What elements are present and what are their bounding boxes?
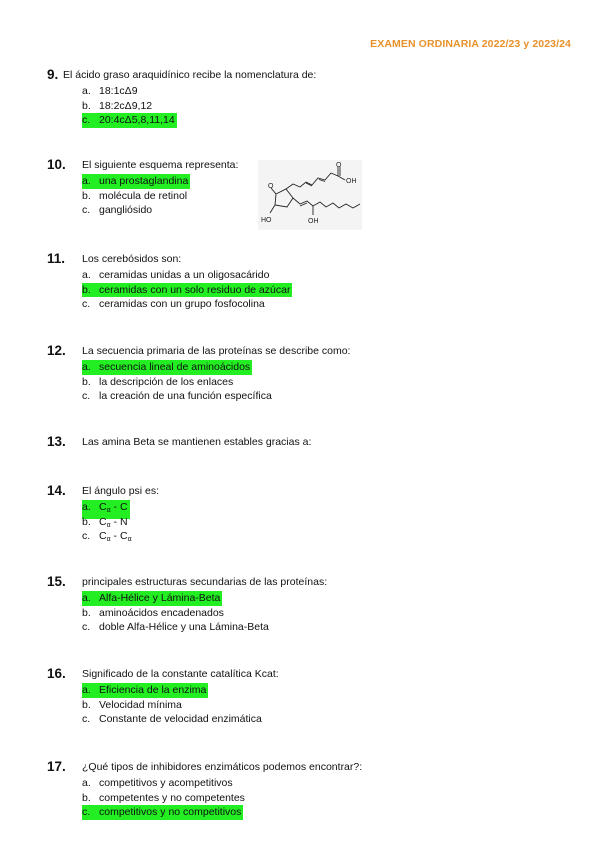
- option-b-correct: b. ceramidas con un solo residuo de azúcar: [82, 283, 291, 296]
- question-text: El ángulo psi es:: [82, 485, 160, 497]
- option-a-correct: a. una prostaglandina: [82, 175, 189, 187]
- question-text: La secuencia primaria de las proteínas se describe como:: [82, 345, 351, 357]
- option-a-correct: a. Eficiencia de la enzima: [82, 684, 207, 696]
- options-list: [82, 268, 292, 312]
- acid-o-label: O: [336, 162, 342, 169]
- option-c: c. Constante de velocidad enzimática: [82, 713, 262, 726]
- ho-label: HO: [261, 217, 272, 224]
- question-text: principales estructuras secundarias de las proteínas:: [82, 576, 328, 588]
- question-number: 10.: [47, 157, 66, 172]
- option-b: b. aminoácidos encadenados: [82, 606, 224, 619]
- question-number: 17.: [47, 759, 66, 774]
- question-number: 13.: [47, 434, 66, 449]
- option-b: b. molécula de retinol: [82, 189, 188, 202]
- option-c: c. la creación de una función específica: [82, 390, 272, 403]
- options-list: [82, 500, 132, 544]
- options-list: [82, 591, 269, 635]
- question-number: 9.: [47, 67, 59, 82]
- option-a: a. competitivos y acompetitivos: [82, 777, 233, 789]
- option-c: c. doble Alfa-Hélice y una Lámina-Beta: [82, 621, 269, 634]
- question-number: 11.: [47, 251, 66, 266]
- option-b: b. la descripción de los enlaces: [82, 375, 234, 388]
- option-c: c. $C_\alpha - C_\alpha$: [82, 530, 132, 544]
- prostaglandin-structure-image: [258, 160, 362, 230]
- option-a-correct: a. Alfa-Hélice y Lámina-Beta: [82, 592, 221, 604]
- option-b: b. $C_\alpha$ - N: [82, 515, 128, 529]
- question-text: El siguiente esquema representa:: [82, 159, 239, 171]
- question-number: 16.: [47, 666, 66, 681]
- option-b: b. Velocidad mínima: [82, 698, 182, 711]
- question-text: Los cerebósidos son:: [82, 253, 182, 265]
- option-a-correct: a. $C_\alpha$ - C: [82, 500, 132, 515]
- option-c: c. gangliósido: [82, 204, 153, 217]
- question-number: 12.: [47, 343, 66, 358]
- oh-label: OH: [308, 218, 319, 225]
- options-list: [82, 174, 190, 218]
- question-text: Significado de la constante catalítica Kcat:: [82, 668, 279, 680]
- option-c-correct: c. 20:4cΔ5,8,11,14: [82, 114, 175, 127]
- question-text: Las amina Beta se mantienen estables gracias a:: [82, 436, 312, 448]
- options-list: [82, 360, 272, 404]
- question-text: El ácido graso araquidínico recibe la nomenclatura de:: [63, 69, 317, 81]
- options-list: [82, 683, 262, 727]
- option-a: a. 18:1cΔ9: [82, 85, 138, 97]
- question-number: 14.: [47, 483, 66, 498]
- options-list: [82, 84, 177, 128]
- ring-o-label: O: [268, 183, 274, 190]
- option-b: b. competentes y no competentes: [82, 791, 245, 804]
- option-c: c. ceramidas con un grupo fosfocolina: [82, 298, 265, 311]
- question-number: 15.: [47, 574, 66, 589]
- exam-header-title: EXAMEN ORDINARIA 2022/23 y 2023/24: [370, 38, 571, 50]
- option-c-correct: c. competitivos y no competitivos: [82, 806, 242, 819]
- question-text: ¿Qué tipos de inhibidores enzimáticos podemos encontrar?:: [82, 761, 363, 773]
- option-b: b. 18:2cΔ9,12: [82, 99, 153, 112]
- options-list: [82, 776, 245, 820]
- option-a: a. ceramidas unidas a un oligosacárido: [82, 269, 270, 281]
- option-a-correct: a. secuencia lineal de aminoácidos: [82, 361, 251, 373]
- acid-oh-label: OH: [346, 178, 357, 185]
